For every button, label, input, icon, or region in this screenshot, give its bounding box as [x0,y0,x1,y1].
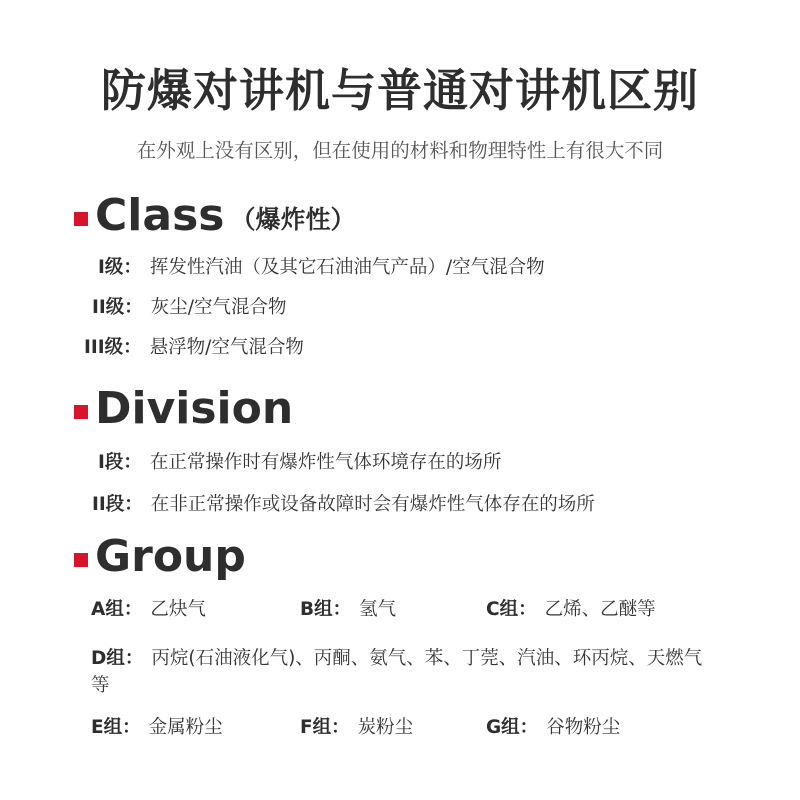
group-level-label: B组： [300,599,352,620]
group-item [91,598,206,622]
class-level-label: III级： [84,337,142,358]
class-heading: Class [95,189,225,241]
division-level-label: I段： [98,452,142,473]
class-level-label: II级： [92,297,143,318]
group-description: 谷物粉尘 [546,717,621,738]
group-section-heading [74,531,246,581]
class-item [92,296,287,320]
group-item [486,716,620,740]
group-item [91,645,711,699]
page-subtitle: 在外观上没有区别，但在使用的材料和物理特性上有很大不同 [136,139,664,162]
class-item [84,336,304,360]
class-description: 灰尘/空气混合物 [150,297,287,318]
group-description: 氢气 [359,599,397,620]
group-description: 丙烷(石油液化气)、丙酮、氨气、苯、丁莞、汽油、环丙烷、天燃气等 [91,648,703,696]
division-item [98,451,501,475]
division-level-label: II段： [92,494,143,515]
group-description: 金属粉尘 [148,717,223,738]
group-level-label: F组： [300,717,350,738]
group-level-label: A组： [91,599,143,620]
group-level-label: E组： [91,717,141,738]
class-level-label: I级： [98,257,142,278]
class-description: 挥发性汽油（及其它石油油气产品）/空气混合物 [149,257,545,278]
group-level-label: G组： [486,717,539,738]
group-level-label: C组： [486,599,537,620]
division-item [92,493,595,517]
group-item [300,598,396,622]
group-level-label: D组： [91,648,144,669]
group-description: 炭粉尘 [357,717,414,738]
red-square-icon [74,405,88,419]
red-square-icon [74,553,88,567]
page-title: 防爆对讲机与普通对讲机区别 [100,64,699,117]
division-section-heading [74,383,293,433]
group-heading: Group [95,530,246,582]
class-description: 悬浮物/空气混合物 [149,337,304,358]
class-section-heading [74,190,355,240]
division-heading: Division [95,382,294,434]
group-item [300,716,413,740]
division-description: 在非正常操作或设备故障时会有爆炸性气体存在的场所 [150,494,595,515]
class-item [98,256,545,280]
red-square-icon [74,212,88,226]
group-item [486,598,656,622]
division-description: 在正常操作时有爆炸性气体环境存在的场所 [149,452,502,473]
class-heading-note: （爆炸性） [230,205,356,234]
group-description: 乙炔气 [150,599,206,620]
group-description: 乙烯、乙醚等 [544,599,656,620]
group-item [91,716,223,740]
